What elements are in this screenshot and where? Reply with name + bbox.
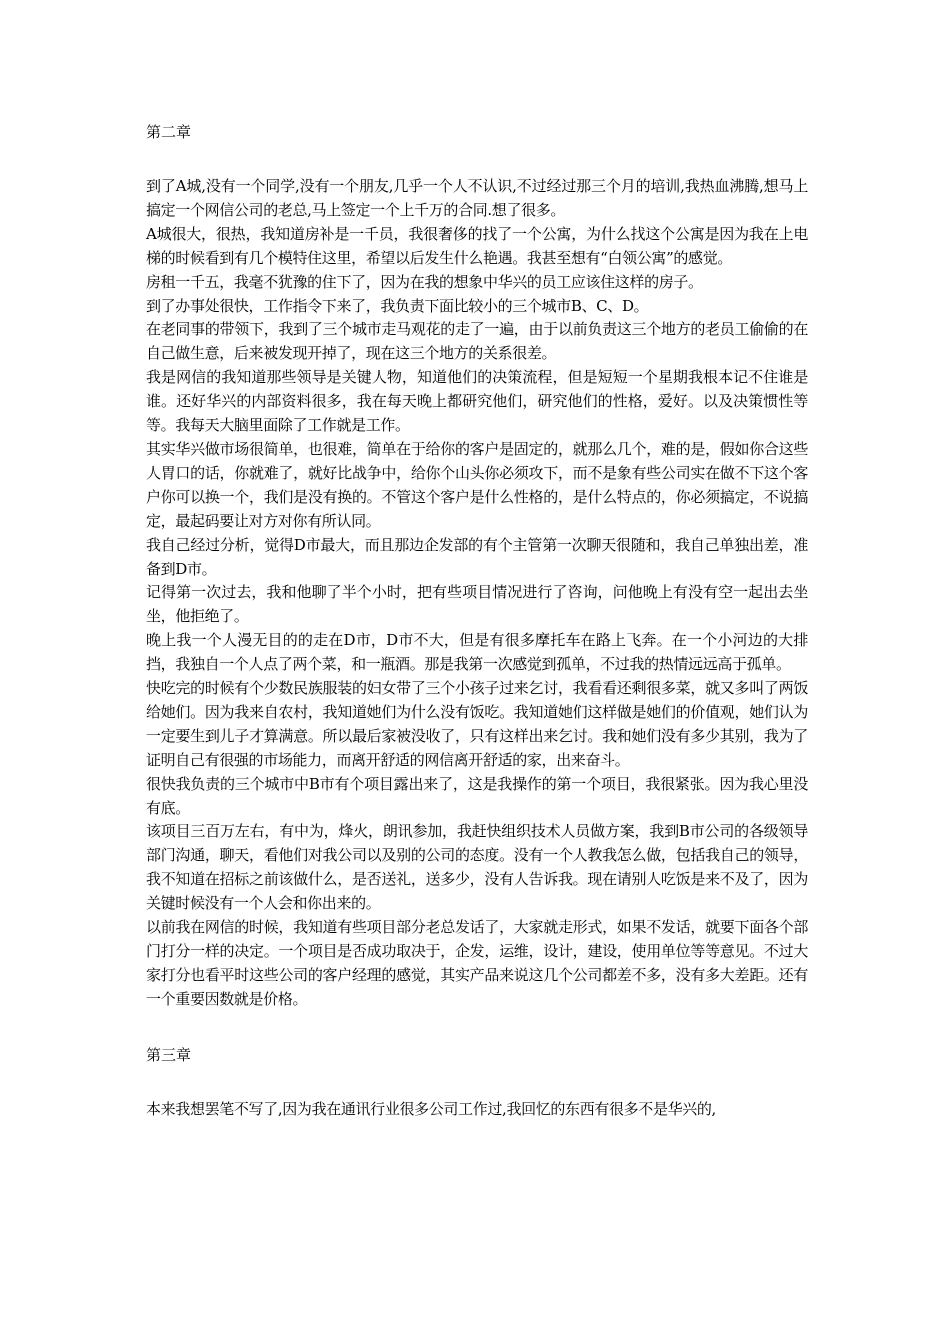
chapter-3-heading: 第三章 xyxy=(146,1045,192,1064)
document-page xyxy=(146,122,808,1122)
paragraph: 到了办事处很快，工作指令下来了，我负责下面比较小的三个城市B、C、D。 xyxy=(146,296,649,315)
paragraph: 到了A城,没有一个同学,没有一个朋友,几乎一个人不认识,不过经过那三个月的培训,我热血沸腾,想马上搞定一个网信公司的老总,马上签定一个上千万的合同.想了很多。 xyxy=(146,177,808,219)
paragraph: 很快我负责的三个城市中B市有个项目露出来了，这是我操作的第一个项目，我很紧张。因为我心里没有底。 xyxy=(146,774,808,817)
paragraph: 我自己经过分析，觉得D市最大，而且那边企发部的有个主管第一次聊天很随和，我自己单独出差，准备到D市。 xyxy=(146,535,808,578)
chapter-2-heading: 第二章 xyxy=(146,123,192,141)
paragraph: 本来我想罢笔不写了,因为我在通讯行业很多公司工作过,我回忆的东西有很多不是华兴的, xyxy=(146,1099,716,1118)
paragraph: 我是网信的我知道那些领导是关键人物，知道他们的决策流程，但是短短一个星期我根本记不住谁是谁。还好华兴的内部资料很多，我在每天晚上都研究他们，研究他们的性格，爱好。以及决策惯性等等。我每天大脑里面除了工作就是工作。 xyxy=(146,368,808,435)
paragraph: 晚上我一个人漫无目的的走在D市，D市不大，但是有很多摩托车在路上飞奔。在一个小河边的大排挡，我独自一个人点了两个菜，和一瓶酒。那是我第一次感觉到孤单，不过我的热情远远高于孤单。 xyxy=(146,631,808,674)
paragraph: A城很大，很热，我知道房补是一千员，我很奢侈的找了一个公寓，为什么找这个公寓是因为我在上电梯的时候看到有几个模特住这里，希望以后发生什么艳遇。我甚至想有“白领公寓”的感觉。 xyxy=(146,224,808,267)
paragraph: 房租一千五，我毫不犹豫的住下了，因为在我的想象中华兴的员工应该住这样的房子。 xyxy=(146,272,703,291)
paragraph: 记得第一次过去，我和他聊了半个小时，把有些项目情况进行了咨询，问他晚上有没有空一起出去坐坐，他拒绝了。 xyxy=(146,583,808,626)
paragraph: 在老同事的带领下，我到了三个城市走马观花的走了一遍，由于以前负责这三个地方的老员工偷偷的在自己做生意，后来被发现开掉了，现在这三个地方的关系很差。 xyxy=(146,320,808,363)
paragraph: 其实华兴做市场很简单，也很难，简单在于给你的客户是固定的，就那么几个，难的是，假如你合这些人胃口的话，你就难了，就好比战争中，给你个山头你必须攻下，而不是象有些公司实在做不下这个客户你可以换一个，我们是没有换的。不管这个客户是什么性格的，是什么特点的，你必须搞定，不说搞定，最起码要让对方对你有所认同。 xyxy=(146,439,808,530)
paragraph: 以前我在网信的时候，我知道有些项目部分老总发话了，大家就走形式，如果不发话，就要下面各个部门打分一样的决定。一个项目是否成功取决于，企发，运维，设计，建设，使用单位等等意见。不过大家打分也看平时这些公司的客户经理的感觉，其实产品来说这几个公司都差不多，没有多大差距。还有一个重要因数就是价格。 xyxy=(146,918,808,1008)
paragraph: 该项目三百万左右，有中为，烽火，朗讯参加，我赶快组织技术人员做方案，我到B市公司的各级领导部门沟通，聊天，看他们对我公司以及别的公司的态度。没有一个人教我怎么做，包括我自己的领导，我不知道在招标之前该做什么，是否送礼，送多少，没有人告诉我。现在请别人吃饭是来不及了，因为关键时候没有一个人会和你出来的。 xyxy=(146,822,808,913)
paragraph: 快吃完的时候有个少数民族服装的妇女带了三个小孩子过来乞讨，我看看还剩很多菜，就又多叫了两饭给她们。因为我来自农村，我知道她们为什么没有饭吃。我知道她们这样做是她们的价值观，她们认为一定要生到儿子才算满意。所以最后家被没收了，只有这样出来乞讨。我和她们没有多少其别，我为了证明自己有很强的市场能力，而离开舒适的网信离开舒适的家，出来奋斗。 xyxy=(146,679,808,769)
